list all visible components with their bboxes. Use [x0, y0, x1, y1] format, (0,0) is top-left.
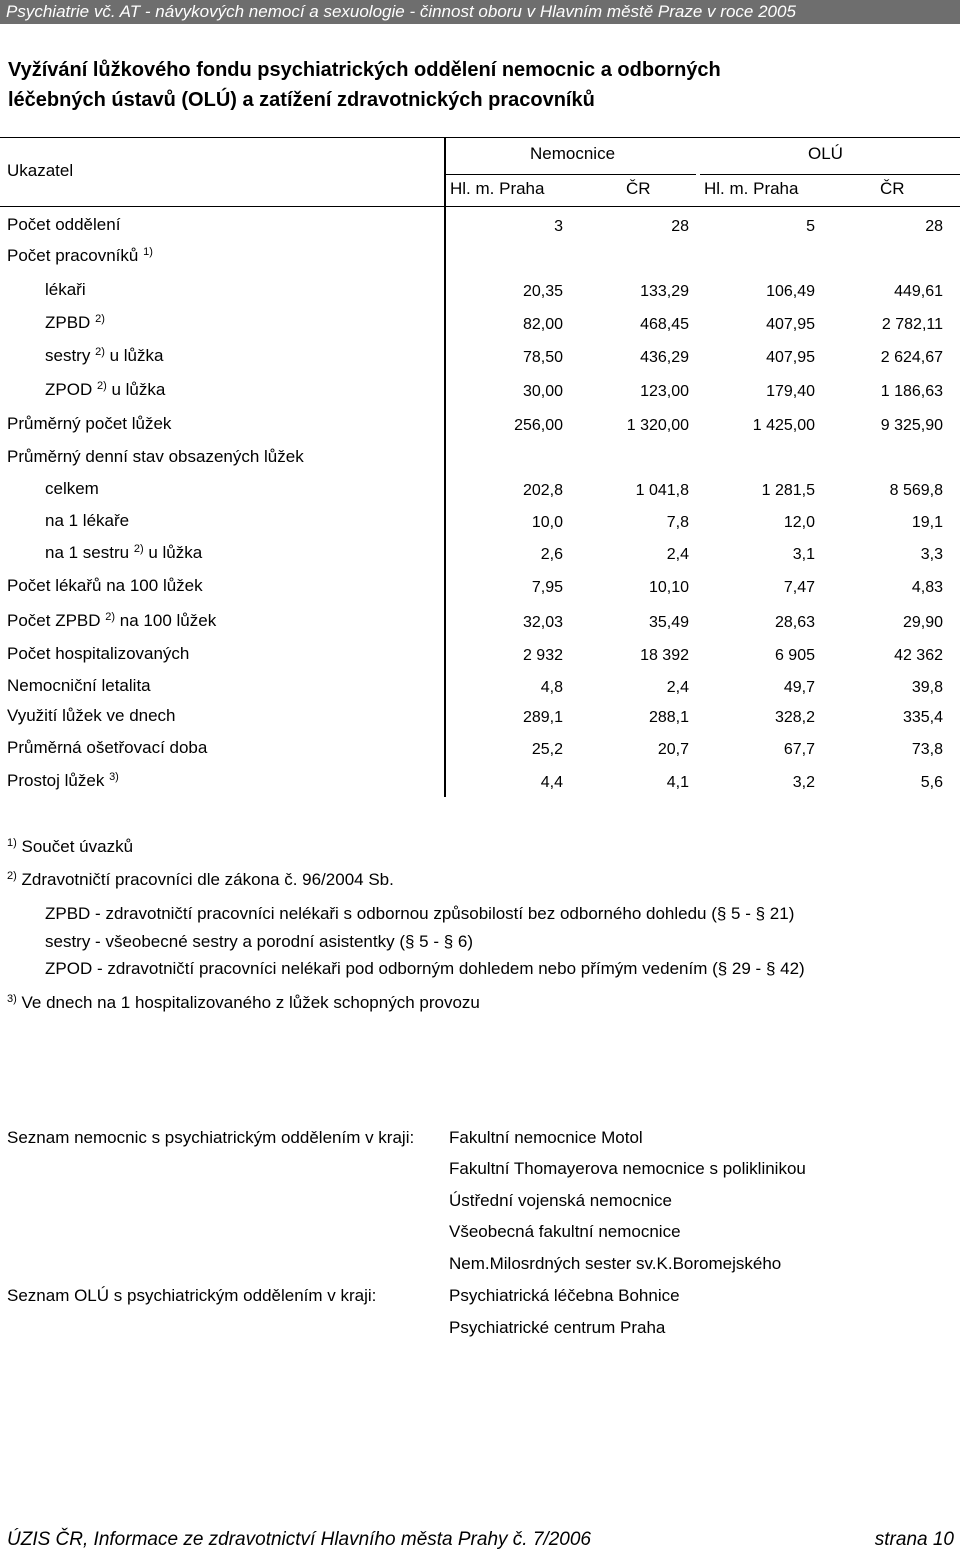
row-label-text: sestry	[45, 346, 91, 365]
table-cell: 2,6	[540, 546, 563, 563]
row-label	[7, 737, 207, 759]
table-cell: 10,0	[531, 514, 563, 531]
hospital-item: Nem.Milosrdných sester sv.K.Boromejského	[449, 1254, 782, 1273]
row-label-text: Průměrná ošetřovací doba	[7, 738, 208, 757]
row-label	[45, 312, 105, 334]
row-label-text: Počet lékařů na 100 lůžek	[7, 576, 203, 595]
table-cell: 1 041,8	[635, 482, 689, 499]
table-cell: 42 362	[894, 647, 943, 664]
row-label-footnote-mark: 2)	[133, 543, 144, 555]
table-cell: 78,50	[522, 349, 563, 366]
hospital-item: Ústřední vojenská nemocnice	[449, 1191, 673, 1210]
table-cell: 9 325,90	[880, 417, 943, 434]
table-cell: 4,8	[540, 679, 563, 696]
table-cell: 2,4	[666, 546, 689, 563]
row-label-suffix: u lůžka	[106, 380, 166, 399]
table-cell: 7,47	[783, 579, 815, 596]
row-label-suffix: u lůžka	[143, 543, 203, 562]
table-cell: 1 186,63	[880, 383, 943, 400]
footer-page-number: strana 10	[874, 1529, 954, 1550]
table-cell: 28,63	[774, 614, 815, 631]
table-cell: 1 425,00	[752, 417, 815, 434]
zpod-definition: ZPOD - zdravotničtí pracovníci nelékaři pod odborným dohledem nebo přímým vedením (§ 29 - § 42)	[45, 959, 805, 978]
row-label-footnote-mark: 2)	[95, 313, 105, 325]
row-label-text: Počet pracovníků	[7, 246, 139, 265]
footnote-2-mark: 2)	[7, 870, 17, 882]
table-cell: 3	[554, 218, 563, 235]
table-cell: 179,40	[766, 383, 815, 400]
table-cell: 30,00	[522, 383, 563, 400]
row-label-footnote-mark: 2)	[105, 611, 116, 623]
table-cell: 5	[806, 218, 815, 235]
row-label-text: Průměrný denní stav obsazených lůžek	[7, 447, 304, 466]
table-cell: 407,95	[766, 349, 815, 366]
table-cell: 20,35	[522, 283, 563, 300]
footnote-1-text: Součet úvazků	[21, 837, 134, 856]
row-label	[7, 446, 304, 468]
column-header-praha-nemocnice: Hl. m. Praha	[450, 179, 545, 198]
row-label-text: Využití lůžek ve dnech	[7, 706, 176, 725]
row-label	[7, 675, 151, 697]
row-label	[7, 643, 189, 665]
row-label	[7, 413, 171, 435]
table-cell: 1 281,5	[761, 482, 815, 499]
group-header-nemocnice: Nemocnice	[530, 144, 616, 163]
table-cell: 3,3	[920, 546, 943, 563]
row-label-footnote-mark: 1)	[143, 246, 153, 258]
footnote-3	[7, 992, 480, 1014]
table-cell: 2 624,67	[880, 349, 943, 366]
row-label-suffix: na 100 lůžek	[115, 611, 217, 630]
table-cell: 82,00	[522, 316, 563, 333]
table-cell: 12,0	[783, 514, 815, 531]
table-cell: 335,4	[902, 709, 943, 726]
table-cell: 2,4	[666, 679, 689, 696]
footnote-1-mark: 1)	[7, 837, 17, 849]
sestry-definition: sestry - všeobecné sestry a porodní asistentky (§ 5 - § 6)	[45, 932, 474, 951]
table-cell: 28	[671, 218, 689, 235]
zpbd-definition: ZPBD - zdravotničtí pracovníci nelékaři s odbornou způsobilostí bez odborného dohledu (§ 5 - § 21)	[45, 904, 795, 923]
hospital-item: Všeobecná fakultní nemocnice	[449, 1222, 681, 1241]
table-cell: 2 782,11	[881, 316, 943, 333]
table-cell: 4,1	[666, 774, 689, 791]
table-cell: 3,2	[792, 774, 815, 791]
table-cell: 67,7	[783, 741, 815, 758]
table-cell: 5,6	[920, 774, 943, 791]
row-label	[7, 245, 153, 267]
footnote-2-text: Zdravotničtí pracovníci dle zákona č. 96/2004 Sb.	[21, 870, 394, 889]
row-label-text: ZPBD	[45, 313, 91, 332]
table-cell: 288,1	[648, 709, 689, 726]
table-cell: 73,8	[911, 741, 943, 758]
table-cell: 1 320,00	[626, 417, 689, 434]
document-title	[8, 55, 721, 115]
column-header-cr-nemocnice: ČR	[626, 179, 651, 198]
row-label	[7, 610, 216, 632]
table-cell: 256,00	[514, 417, 563, 434]
page-header-text: Psychiatrie vč. AT - návykových nemocí a sexuologie - činnost oboru v Hlavním městě Praze v roce 2005	[6, 2, 796, 21]
table-cell: 328,2	[774, 709, 815, 726]
row-label	[45, 510, 129, 532]
row-label-text: Počet ZPBD	[7, 611, 101, 630]
table-cell: 20,7	[657, 741, 689, 758]
table-cell: 7,8	[666, 514, 689, 531]
page-header-bar	[0, 0, 960, 24]
row-label	[7, 705, 176, 727]
row-label-text: Prostoj lůžek	[7, 771, 105, 790]
table-left-separator	[444, 137, 446, 797]
table-cell: 39,8	[911, 679, 943, 696]
row-label-text: na 1 lékaře	[45, 511, 130, 530]
column-header-cr-olu: ČR	[880, 179, 905, 198]
table-cell: 6 905	[774, 647, 815, 664]
group-header-olu: OLÚ	[808, 144, 843, 163]
title-line-1: Vyžívání lůžkového fondu psychiatrických oddělení nemocnic a odborných	[8, 59, 721, 81]
table-cell: 32,03	[522, 614, 563, 631]
footnote-3-text: Ve dnech na 1 hospitalizovaného z lůžek schopných provozu	[21, 993, 480, 1012]
column-header-rule	[0, 206, 960, 207]
row-label-footnote-mark: 2)	[95, 346, 105, 358]
row-label-text: ZPOD	[45, 380, 93, 399]
row-label-footnote-mark: 2)	[96, 380, 107, 392]
table-cell: 449,61	[894, 283, 943, 300]
row-label-text: celkem	[45, 479, 99, 498]
row-label	[45, 379, 165, 401]
indicator-header: Ukazatel	[7, 161, 74, 180]
table-cell: 2 932	[522, 647, 563, 664]
hospitals-list-label: Seznam nemocnic s psychiatrickým oddělením v kraji:	[7, 1128, 415, 1147]
table-cell: 468,45	[640, 316, 689, 333]
row-label-suffix: u lůžka	[104, 346, 164, 365]
row-label	[45, 345, 163, 367]
group-header-rule-nemocnice	[446, 174, 696, 175]
footer-source: ÚZIS ČR, Informace ze zdravotnictví Hlavního města Prahy č. 7/2006	[7, 1529, 591, 1550]
footnote-1	[7, 836, 133, 858]
table-top-rule	[0, 137, 960, 138]
footnote-3-mark: 3)	[7, 993, 17, 1005]
row-label	[7, 214, 120, 236]
table-cell: 106,49	[766, 283, 815, 300]
table-cell: 123,00	[640, 383, 689, 400]
table-cell: 133,29	[640, 283, 689, 300]
olu-list-label: Seznam OLÚ s psychiatrickým oddělením v kraji:	[7, 1286, 377, 1305]
table-cell: 8 569,8	[889, 482, 943, 499]
row-label-text: lékaři	[45, 280, 86, 299]
table-cell: 28	[925, 218, 943, 235]
table-cell: 10,10	[648, 579, 689, 596]
olu-item: Psychiatrická léčebna Bohnice	[449, 1286, 680, 1305]
table-cell: 407,95	[766, 316, 815, 333]
row-label-text: Počet oddělení	[7, 215, 121, 234]
table-cell: 4,4	[540, 774, 563, 791]
footnote-2	[7, 869, 394, 891]
table-cell: 7,95	[531, 579, 563, 596]
table-cell: 25,2	[531, 741, 563, 758]
hospital-item: Fakultní Thomayerova nemocnice s poliklinikou	[449, 1159, 806, 1178]
table-cell: 3,1	[792, 546, 815, 563]
table-cell: 4,83	[911, 579, 943, 596]
row-label	[45, 542, 202, 564]
table-cell: 19,1	[911, 514, 943, 531]
row-label	[7, 575, 203, 597]
table-cell: 289,1	[522, 709, 563, 726]
hospital-item: Fakultní nemocnice Motol	[449, 1128, 643, 1147]
row-label	[45, 478, 99, 500]
row-label-text: Průměrný počet lůžek	[7, 414, 172, 433]
row-label-footnote-mark: 3)	[109, 771, 119, 783]
table-cell: 202,8	[522, 482, 563, 499]
row-label-text: Nemocniční letalita	[7, 676, 151, 695]
row-label-text: na 1 sestru	[45, 543, 130, 562]
group-header-rule-olu	[700, 174, 960, 175]
row-label	[7, 770, 119, 792]
table-cell: 436,29	[640, 349, 689, 366]
row-label	[45, 279, 86, 301]
row-label-text: Počet hospitalizovaných	[7, 644, 190, 663]
table-cell: 29,90	[902, 614, 943, 631]
column-header-praha-olu: Hl. m. Praha	[704, 179, 799, 198]
table-cell: 18 392	[640, 647, 689, 664]
table-cell: 35,49	[648, 614, 689, 631]
olu-item: Psychiatrické centrum Praha	[449, 1318, 666, 1337]
table-cell: 49,7	[783, 679, 815, 696]
title-line-2: léčebných ústavů (OLÚ) a zatížení zdravotnických pracovníků	[8, 89, 595, 111]
